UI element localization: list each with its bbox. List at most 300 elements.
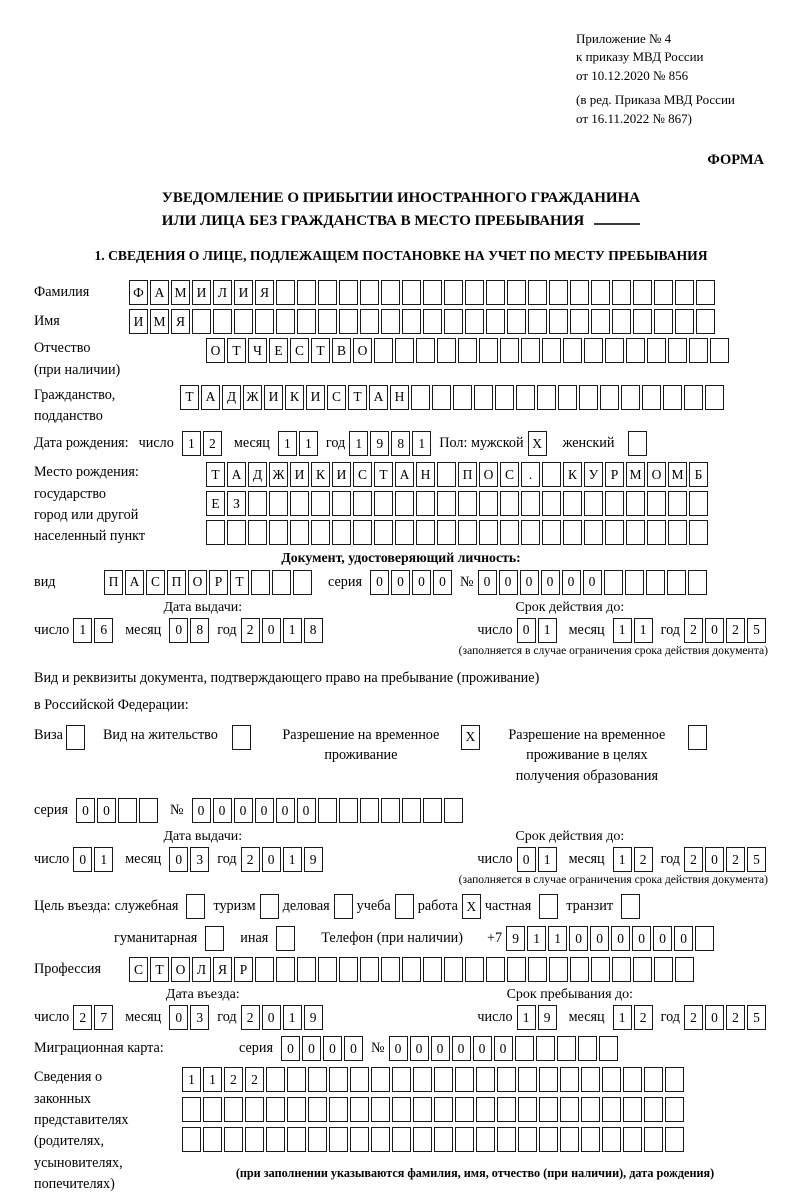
- char-box[interactable]: [537, 385, 556, 410]
- char-box[interactable]: [654, 280, 673, 305]
- char-box[interactable]: [642, 385, 661, 410]
- char-box[interactable]: К: [285, 385, 304, 410]
- char-box[interactable]: [507, 309, 526, 334]
- char-box[interactable]: 0: [262, 847, 281, 872]
- char-box[interactable]: 9: [304, 847, 323, 872]
- char-box[interactable]: 2: [726, 1005, 745, 1030]
- char-box[interactable]: С: [353, 462, 372, 487]
- char-box[interactable]: [255, 309, 274, 334]
- char-box[interactable]: [453, 385, 472, 410]
- char-box[interactable]: [688, 570, 707, 595]
- char-box[interactable]: Н: [390, 385, 409, 410]
- char-box[interactable]: 0: [478, 570, 497, 595]
- char-box[interactable]: 0: [169, 1005, 188, 1030]
- char-box[interactable]: [539, 1127, 558, 1152]
- char-box[interactable]: [255, 957, 274, 982]
- char-box[interactable]: О: [647, 462, 666, 487]
- char-box[interactable]: 0: [653, 926, 672, 951]
- char-box[interactable]: [500, 491, 519, 516]
- char-box[interactable]: [528, 309, 547, 334]
- char-box[interactable]: [203, 1127, 222, 1152]
- char-box[interactable]: [455, 1067, 474, 1092]
- profession-input[interactable]: [129, 957, 696, 982]
- res-issue-month-input[interactable]: [169, 847, 211, 872]
- char-box[interactable]: Т: [206, 462, 225, 487]
- char-box[interactable]: [668, 338, 687, 363]
- char-box[interactable]: [665, 1127, 684, 1152]
- char-box[interactable]: [381, 957, 400, 982]
- char-box[interactable]: [276, 280, 295, 305]
- purpose-work-checkbox[interactable]: X: [462, 894, 481, 919]
- char-box[interactable]: [360, 309, 379, 334]
- birth-place-input-line3[interactable]: [206, 520, 710, 545]
- char-box[interactable]: [139, 798, 158, 823]
- char-box[interactable]: [287, 1097, 306, 1122]
- char-box[interactable]: [675, 957, 694, 982]
- expiry-month-input[interactable]: [613, 618, 655, 643]
- char-box[interactable]: И: [234, 280, 253, 305]
- char-box[interactable]: [486, 280, 505, 305]
- char-box[interactable]: [465, 309, 484, 334]
- char-box[interactable]: [402, 280, 421, 305]
- char-box[interactable]: 1: [538, 847, 557, 872]
- char-box[interactable]: М: [626, 462, 645, 487]
- char-box[interactable]: [395, 491, 414, 516]
- char-box[interactable]: [353, 491, 372, 516]
- char-box[interactable]: 2: [726, 618, 745, 643]
- char-box[interactable]: М: [171, 280, 190, 305]
- char-box[interactable]: [647, 491, 666, 516]
- char-box[interactable]: 2: [241, 618, 260, 643]
- char-box[interactable]: 0: [169, 618, 188, 643]
- char-box[interactable]: 0: [276, 798, 295, 823]
- char-box[interactable]: Н: [416, 462, 435, 487]
- char-box[interactable]: О: [171, 957, 190, 982]
- char-box[interactable]: [381, 798, 400, 823]
- char-box[interactable]: Ж: [269, 462, 288, 487]
- char-box[interactable]: [584, 491, 603, 516]
- char-box[interactable]: 1: [182, 431, 201, 456]
- doc-number-input[interactable]: [478, 570, 709, 595]
- res-expiry-month-input[interactable]: [613, 847, 655, 872]
- char-box[interactable]: [621, 385, 640, 410]
- char-box[interactable]: [560, 1067, 579, 1092]
- birth-month-input[interactable]: [278, 431, 320, 456]
- char-box[interactable]: [395, 338, 414, 363]
- char-box[interactable]: С: [129, 957, 148, 982]
- char-box[interactable]: 1: [278, 431, 297, 456]
- char-box[interactable]: [182, 1127, 201, 1152]
- char-box[interactable]: К: [563, 462, 582, 487]
- char-box[interactable]: З: [227, 491, 246, 516]
- char-box[interactable]: [213, 309, 232, 334]
- purpose-transit-checkbox[interactable]: [621, 894, 640, 919]
- char-box[interactable]: [182, 1097, 201, 1122]
- char-box[interactable]: О: [206, 338, 225, 363]
- char-box[interactable]: [563, 338, 582, 363]
- char-box[interactable]: [371, 1127, 390, 1152]
- char-box[interactable]: [297, 280, 316, 305]
- char-box[interactable]: 0: [302, 1036, 321, 1061]
- char-box[interactable]: [276, 309, 295, 334]
- char-box[interactable]: [329, 1127, 348, 1152]
- char-box[interactable]: [497, 1067, 516, 1092]
- char-box[interactable]: Р: [209, 570, 228, 595]
- char-box[interactable]: [434, 1067, 453, 1092]
- char-box[interactable]: [297, 309, 316, 334]
- char-box[interactable]: Т: [311, 338, 330, 363]
- char-box[interactable]: М: [668, 462, 687, 487]
- char-box[interactable]: [584, 520, 603, 545]
- residence-series-input[interactable]: [76, 798, 160, 823]
- char-box[interactable]: [434, 1097, 453, 1122]
- char-box[interactable]: 1: [613, 847, 632, 872]
- char-box[interactable]: 0: [255, 798, 274, 823]
- char-box[interactable]: 0: [344, 1036, 363, 1061]
- char-box[interactable]: О: [353, 338, 372, 363]
- char-box[interactable]: [266, 1067, 285, 1092]
- char-box[interactable]: Е: [269, 338, 288, 363]
- char-box[interactable]: 0: [412, 570, 431, 595]
- char-box[interactable]: 0: [705, 1005, 724, 1030]
- char-box[interactable]: [705, 385, 724, 410]
- char-box[interactable]: [392, 1067, 411, 1092]
- res-issue-day-input[interactable]: [73, 847, 115, 872]
- visa-checkbox[interactable]: [66, 725, 85, 750]
- char-box[interactable]: [521, 520, 540, 545]
- birth-year-input[interactable]: [349, 431, 433, 456]
- char-box[interactable]: [245, 1127, 264, 1152]
- char-box[interactable]: [633, 280, 652, 305]
- purpose-other-checkbox[interactable]: [276, 926, 295, 951]
- char-box[interactable]: [570, 309, 589, 334]
- char-box[interactable]: 0: [583, 570, 602, 595]
- char-box[interactable]: [416, 520, 435, 545]
- char-box[interactable]: [646, 570, 665, 595]
- char-box[interactable]: [605, 520, 624, 545]
- char-box[interactable]: [581, 1127, 600, 1152]
- char-box[interactable]: 0: [674, 926, 693, 951]
- char-box[interactable]: [665, 1097, 684, 1122]
- char-box[interactable]: [495, 385, 514, 410]
- char-box[interactable]: П: [458, 462, 477, 487]
- char-box[interactable]: [612, 309, 631, 334]
- char-box[interactable]: [689, 520, 708, 545]
- char-box[interactable]: [570, 957, 589, 982]
- char-box[interactable]: А: [395, 462, 414, 487]
- char-box[interactable]: [647, 520, 666, 545]
- char-box[interactable]: Ф: [129, 280, 148, 305]
- char-box[interactable]: П: [104, 570, 123, 595]
- char-box[interactable]: [432, 385, 451, 410]
- char-box[interactable]: [557, 1036, 576, 1061]
- char-box[interactable]: 8: [391, 431, 410, 456]
- issue-year-input[interactable]: [241, 618, 325, 643]
- char-box[interactable]: [437, 338, 456, 363]
- char-box[interactable]: [272, 570, 291, 595]
- char-box[interactable]: [371, 1097, 390, 1122]
- char-box[interactable]: 1: [283, 618, 302, 643]
- char-box[interactable]: [591, 309, 610, 334]
- char-box[interactable]: 0: [452, 1036, 471, 1061]
- char-box[interactable]: [581, 1097, 600, 1122]
- edu-residence-checkbox[interactable]: [688, 725, 707, 750]
- char-box[interactable]: 1: [613, 618, 632, 643]
- char-box[interactable]: [458, 520, 477, 545]
- char-box[interactable]: Р: [234, 957, 253, 982]
- char-box[interactable]: [599, 1036, 618, 1061]
- char-box[interactable]: 0: [517, 618, 536, 643]
- surname-input[interactable]: [129, 280, 717, 305]
- char-box[interactable]: [371, 1067, 390, 1092]
- char-box[interactable]: [318, 957, 337, 982]
- char-box[interactable]: [605, 491, 624, 516]
- char-box[interactable]: [308, 1127, 327, 1152]
- char-box[interactable]: Ж: [243, 385, 262, 410]
- char-box[interactable]: [476, 1067, 495, 1092]
- phone-input[interactable]: [506, 926, 716, 951]
- char-box[interactable]: [339, 798, 358, 823]
- char-box[interactable]: 0: [97, 798, 116, 823]
- char-box[interactable]: 2: [224, 1067, 243, 1092]
- char-box[interactable]: [269, 491, 288, 516]
- char-box[interactable]: 0: [169, 847, 188, 872]
- purpose-humanitarian-checkbox[interactable]: [205, 926, 224, 951]
- char-box[interactable]: [293, 570, 312, 595]
- char-box[interactable]: 1: [548, 926, 567, 951]
- char-box[interactable]: [192, 309, 211, 334]
- char-box[interactable]: 0: [473, 1036, 492, 1061]
- char-box[interactable]: [318, 309, 337, 334]
- char-box[interactable]: [479, 491, 498, 516]
- char-box[interactable]: 2: [634, 1005, 653, 1030]
- char-box[interactable]: 1: [182, 1067, 201, 1092]
- char-box[interactable]: С: [500, 462, 519, 487]
- expiry-day-input[interactable]: [517, 618, 559, 643]
- char-box[interactable]: 0: [262, 618, 281, 643]
- residence-number-input[interactable]: [192, 798, 465, 823]
- char-box[interactable]: [600, 385, 619, 410]
- char-box[interactable]: 9: [506, 926, 525, 951]
- char-box[interactable]: [402, 798, 421, 823]
- char-box[interactable]: [402, 309, 421, 334]
- char-box[interactable]: 2: [634, 847, 653, 872]
- char-box[interactable]: [626, 520, 645, 545]
- char-box[interactable]: [423, 798, 442, 823]
- char-box[interactable]: 3: [190, 1005, 209, 1030]
- legal-reps-input-line1[interactable]: [182, 1067, 768, 1092]
- char-box[interactable]: [507, 957, 526, 982]
- purpose-business-checkbox[interactable]: [334, 894, 353, 919]
- char-box[interactable]: [118, 798, 137, 823]
- char-box[interactable]: [604, 570, 623, 595]
- char-box[interactable]: [318, 280, 337, 305]
- char-box[interactable]: [339, 280, 358, 305]
- temp-residence-checkbox[interactable]: X: [461, 725, 480, 750]
- migration-number-input[interactable]: [389, 1036, 620, 1061]
- char-box[interactable]: 5: [747, 1005, 766, 1030]
- char-box[interactable]: [516, 385, 535, 410]
- char-box[interactable]: [626, 338, 645, 363]
- char-box[interactable]: [251, 570, 270, 595]
- char-box[interactable]: 7: [94, 1005, 113, 1030]
- entry-month-input[interactable]: [169, 1005, 211, 1030]
- legal-reps-input-line2[interactable]: [182, 1097, 768, 1122]
- char-box[interactable]: 0: [262, 1005, 281, 1030]
- char-box[interactable]: [689, 491, 708, 516]
- char-box[interactable]: [479, 520, 498, 545]
- char-box[interactable]: [266, 1097, 285, 1122]
- char-box[interactable]: [539, 1067, 558, 1092]
- char-box[interactable]: Е: [206, 491, 225, 516]
- char-box[interactable]: [455, 1097, 474, 1122]
- char-box[interactable]: [684, 385, 703, 410]
- char-box[interactable]: [591, 957, 610, 982]
- char-box[interactable]: [444, 798, 463, 823]
- char-box[interactable]: И: [290, 462, 309, 487]
- res-expiry-year-input[interactable]: [684, 847, 768, 872]
- char-box[interactable]: 1: [203, 1067, 222, 1092]
- char-box[interactable]: 8: [190, 618, 209, 643]
- char-box[interactable]: Т: [230, 570, 249, 595]
- char-box[interactable]: [276, 957, 295, 982]
- char-box[interactable]: [668, 520, 687, 545]
- char-box[interactable]: [411, 385, 430, 410]
- char-box[interactable]: [644, 1127, 663, 1152]
- char-box[interactable]: [224, 1097, 243, 1122]
- char-box[interactable]: 0: [76, 798, 95, 823]
- char-box[interactable]: [413, 1097, 432, 1122]
- char-box[interactable]: .: [521, 462, 540, 487]
- char-box[interactable]: [444, 309, 463, 334]
- patronymic-input[interactable]: [206, 338, 731, 363]
- char-box[interactable]: С: [290, 338, 309, 363]
- char-box[interactable]: 8: [304, 618, 323, 643]
- char-box[interactable]: [500, 520, 519, 545]
- birth-day-input[interactable]: [182, 431, 224, 456]
- char-box[interactable]: [518, 1067, 537, 1092]
- char-box[interactable]: 1: [283, 1005, 302, 1030]
- char-box[interactable]: [528, 957, 547, 982]
- char-box[interactable]: [654, 957, 673, 982]
- char-box[interactable]: [329, 1067, 348, 1092]
- char-box[interactable]: 2: [726, 847, 745, 872]
- char-box[interactable]: 1: [527, 926, 546, 951]
- char-box[interactable]: 0: [517, 847, 536, 872]
- char-box[interactable]: 0: [520, 570, 539, 595]
- char-box[interactable]: [332, 520, 351, 545]
- char-box[interactable]: [360, 280, 379, 305]
- char-box[interactable]: Д: [222, 385, 241, 410]
- char-box[interactable]: [536, 1036, 555, 1061]
- char-box[interactable]: [206, 520, 225, 545]
- char-box[interactable]: [668, 491, 687, 516]
- char-box[interactable]: [549, 280, 568, 305]
- stay-year-input[interactable]: [684, 1005, 768, 1030]
- purpose-study-checkbox[interactable]: [395, 894, 414, 919]
- char-box[interactable]: 2: [245, 1067, 264, 1092]
- char-box[interactable]: [308, 1097, 327, 1122]
- char-box[interactable]: [521, 491, 540, 516]
- char-box[interactable]: [437, 520, 456, 545]
- char-box[interactable]: [290, 491, 309, 516]
- char-box[interactable]: [518, 1127, 537, 1152]
- char-box[interactable]: С: [146, 570, 165, 595]
- char-box[interactable]: [663, 385, 682, 410]
- char-box[interactable]: [539, 1097, 558, 1122]
- char-box[interactable]: 0: [213, 798, 232, 823]
- char-box[interactable]: [486, 957, 505, 982]
- char-box[interactable]: 1: [94, 847, 113, 872]
- char-box[interactable]: А: [150, 280, 169, 305]
- char-box[interactable]: И: [332, 462, 351, 487]
- char-box[interactable]: [689, 338, 708, 363]
- char-box[interactable]: [245, 1097, 264, 1122]
- char-box[interactable]: 1: [634, 618, 653, 643]
- char-box[interactable]: [413, 1127, 432, 1152]
- char-box[interactable]: [227, 520, 246, 545]
- char-box[interactable]: [287, 1127, 306, 1152]
- char-box[interactable]: [570, 280, 589, 305]
- char-box[interactable]: А: [125, 570, 144, 595]
- char-box[interactable]: Ч: [248, 338, 267, 363]
- char-box[interactable]: 0: [611, 926, 630, 951]
- char-box[interactable]: 0: [705, 618, 724, 643]
- char-box[interactable]: Т: [150, 957, 169, 982]
- birth-place-input-line1[interactable]: [206, 462, 710, 487]
- purpose-private-checkbox[interactable]: [539, 894, 558, 919]
- char-box[interactable]: [392, 1097, 411, 1122]
- char-box[interactable]: 1: [283, 847, 302, 872]
- char-box[interactable]: [647, 338, 666, 363]
- char-box[interactable]: [444, 957, 463, 982]
- char-box[interactable]: [308, 1067, 327, 1092]
- char-box[interactable]: [423, 280, 442, 305]
- char-box[interactable]: 0: [569, 926, 588, 951]
- char-box[interactable]: [696, 309, 715, 334]
- char-box[interactable]: 1: [73, 618, 92, 643]
- char-box[interactable]: 2: [684, 618, 703, 643]
- char-box[interactable]: [287, 1067, 306, 1092]
- char-box[interactable]: [374, 491, 393, 516]
- char-box[interactable]: А: [227, 462, 246, 487]
- char-box[interactable]: [623, 1097, 642, 1122]
- char-box[interactable]: Б: [689, 462, 708, 487]
- char-box[interactable]: [266, 1127, 285, 1152]
- char-box[interactable]: [528, 280, 547, 305]
- char-box[interactable]: 0: [433, 570, 452, 595]
- doc-type-input[interactable]: [104, 570, 314, 595]
- char-box[interactable]: [581, 1067, 600, 1092]
- char-box[interactable]: [542, 520, 561, 545]
- char-box[interactable]: [623, 1067, 642, 1092]
- char-box[interactable]: [521, 338, 540, 363]
- char-box[interactable]: [437, 491, 456, 516]
- char-box[interactable]: [667, 570, 686, 595]
- char-box[interactable]: [675, 309, 694, 334]
- char-box[interactable]: [507, 280, 526, 305]
- char-box[interactable]: Я: [171, 309, 190, 334]
- char-box[interactable]: [423, 957, 442, 982]
- char-box[interactable]: 2: [684, 847, 703, 872]
- char-box[interactable]: [248, 491, 267, 516]
- char-box[interactable]: Д: [248, 462, 267, 487]
- char-box[interactable]: [560, 1097, 579, 1122]
- char-box[interactable]: 9: [304, 1005, 323, 1030]
- res-issue-year-input[interactable]: [241, 847, 325, 872]
- char-box[interactable]: Т: [180, 385, 199, 410]
- char-box[interactable]: [665, 1067, 684, 1092]
